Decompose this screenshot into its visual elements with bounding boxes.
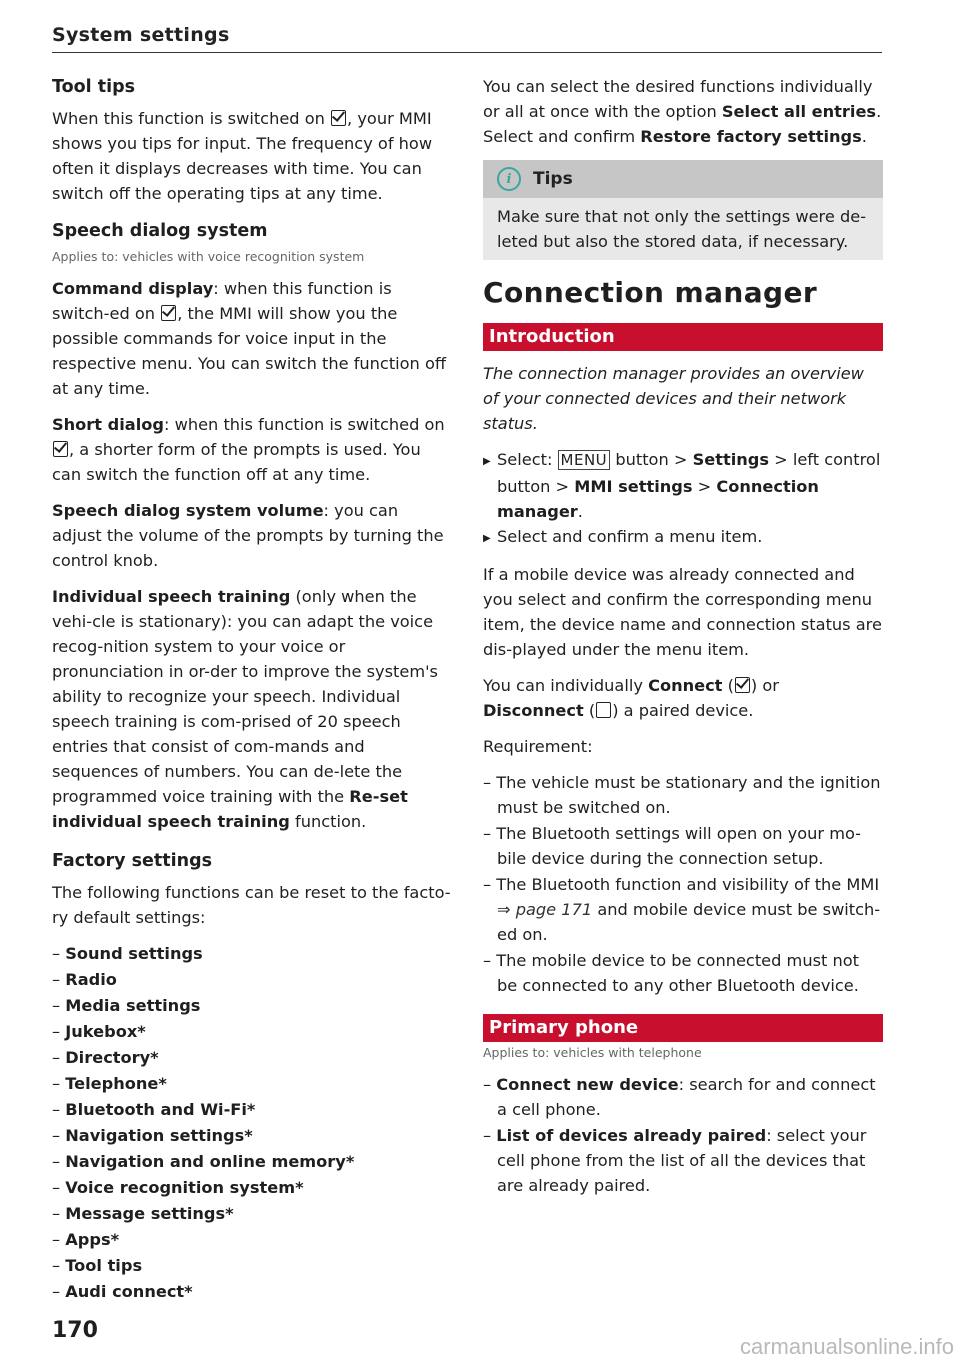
short-dialog-paragraph: Short dialog: when this function is switched on , a shorter form of the prompts is used. You can switch the function off at any time. (52, 415, 445, 484)
watermark: carmanualsonline.info (739, 1334, 954, 1359)
list-item: – Bluetooth and Wi-Fi* (52, 1100, 256, 1119)
left-column (52, 74, 452, 1305)
list-item: – The Bluetooth settings will open on your mo-bile device during the connection setup. (483, 824, 862, 868)
training-paragraph: Individual speech training (only when the vehi-cle is stationary): you can adapt the voice recog-nition system to your voice or pronunciation in or-der to improve the system's ability to recognize your speech. Individual speech training is com-prised of 20 speech entries that consist of com-mands and sequences of numbers. You can de-lete the programmed voice training with the Re-set individual speech training function. (52, 587, 438, 831)
list-item: – Audi connect* (52, 1282, 193, 1301)
primary-phone-bar: Primary phone (483, 1014, 883, 1042)
list-item: – Connect new device: search for and connect a cell phone. (483, 1075, 876, 1119)
factory-heading: Factory settings (52, 851, 213, 871)
menu-key-label: MENU (558, 450, 611, 470)
list-item: – Apps* (52, 1230, 120, 1249)
page-link[interactable]: ⇒ page 171 (497, 900, 593, 919)
factory-list (52, 941, 452, 1305)
list-item: – List of devices already paired: select your cell phone from the list of all the devices that are already paired. (483, 1126, 867, 1195)
list-item: – Navigation and online memory* (52, 1152, 355, 1171)
section-title: System settings (52, 24, 230, 46)
triangle-bullet-icon: ▶ (483, 456, 491, 467)
info-icon: i (497, 167, 521, 191)
list-item: – Telephone* (52, 1074, 167, 1093)
primary-applies: Applies to: vehicles with telephone (483, 1045, 702, 1060)
introduction-bar: Introduction (483, 323, 883, 351)
list-item: – The mobile device to be connected must not be connected to any other Bluetooth device. (483, 951, 860, 995)
step-item: ▶ Select and confirm a menu item. (483, 524, 883, 551)
requirement-list (483, 770, 883, 998)
list-item: – Voice recognition system* (52, 1178, 304, 1197)
list-item: – Media settings (52, 996, 201, 1015)
tips-header (483, 160, 883, 198)
triangle-bullet-icon: ▶ (483, 533, 491, 544)
step-list (483, 447, 883, 551)
intro-italic: The connection manager provides an overview of your connected devices and their network status. (483, 364, 864, 433)
tips-text: Make sure that not only the settings were de-leted but also the stored data, if necessary. (497, 207, 867, 251)
select-paragraph: You can select the desired functions individually or all at once with the option Select all entries. Select and confirm Restore factory settings. (483, 77, 882, 146)
list-item: – Directory* (52, 1048, 159, 1067)
checkbox-checked-icon (161, 305, 176, 321)
list-item: – Navigation settings* (52, 1126, 253, 1145)
volume-paragraph: Speech dialog system volume: you can adjust the volume of the prompts by turning the control knob. (52, 501, 444, 570)
list-item: – Radio (52, 970, 117, 989)
list-item: – The vehicle must be stationary and the ignition must be switched on. (483, 773, 881, 817)
checkbox-checked-icon (735, 677, 750, 693)
command-display-paragraph: Command display: when this function is switch-ed on , the MMI will show you the possible commands for voice input in the respective menu. You can switch the function off at any time. (52, 279, 447, 398)
list-item: – Message settings* (52, 1204, 234, 1223)
speech-applies: Applies to: vehicles with voice recognition system (52, 249, 365, 264)
page-number: 170 (52, 1318, 98, 1343)
checkbox-empty-icon (596, 702, 611, 718)
requirement-label: Requirement: (483, 737, 593, 756)
connected-paragraph: If a mobile device was already connected and you select and confirm the corresponding menu item, the device name and connection status are dis-played under the menu item. (483, 565, 882, 659)
right-column (483, 74, 883, 1209)
primary-list (483, 1072, 883, 1198)
list-item: – Jukebox* (52, 1022, 146, 1041)
step-item: ▶ Select: MENU button > Settings > left control button > MMI settings > Connection manager. (483, 450, 881, 521)
tips-box (483, 160, 883, 260)
checkbox-checked-icon (53, 441, 68, 457)
tips-label: Tips (533, 169, 573, 189)
list-item: – The Bluetooth function and visibility of the MMI ⇒ page 171 and mobile device must be switch-ed on. (483, 875, 881, 944)
page-header (52, 24, 882, 53)
connection-manager-heading: Connection manager (483, 276, 818, 309)
checkbox-checked-icon (331, 110, 346, 126)
connect-paragraph: You can individually Connect ( ) or Disconnect ( ) a paired device. (483, 676, 779, 720)
tooltips-heading: Tool tips (52, 77, 136, 97)
tooltips-paragraph: When this function is switched on , your MMI shows you tips for input. The frequency of how often it displays decreases with time. You can switch off the operating tips at any time. (52, 109, 433, 203)
speech-heading: Speech dialog system (52, 221, 268, 241)
factory-paragraph: The following functions can be reset to the facto-ry default settings: (52, 883, 451, 927)
list-item: – Sound settings (52, 944, 203, 963)
list-item: – Tool tips (52, 1256, 143, 1275)
